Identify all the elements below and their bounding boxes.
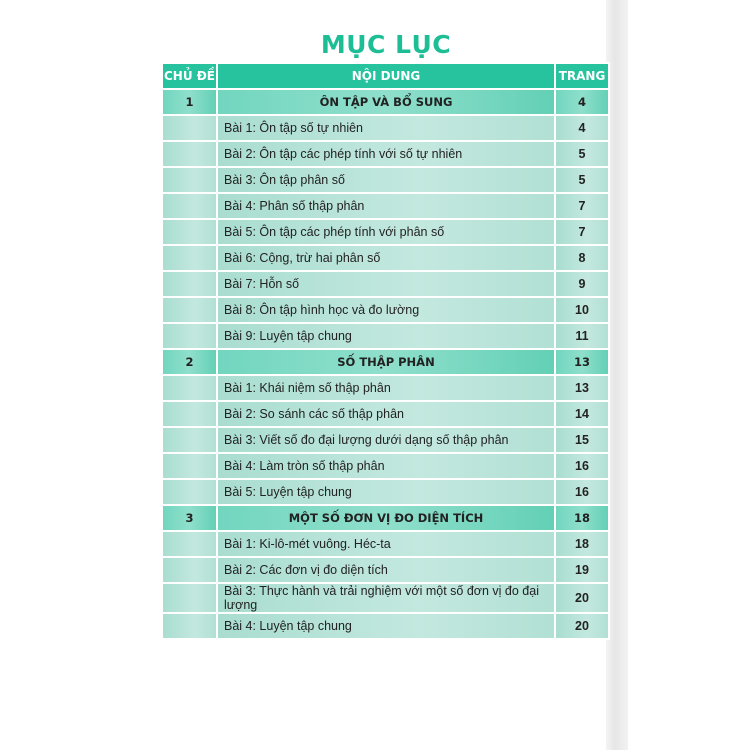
row-topic-number xyxy=(162,557,217,583)
row-page: 16 xyxy=(555,453,609,479)
table-header xyxy=(162,63,609,89)
row-title: Bài 2: So sánh các số thập phân xyxy=(217,401,555,427)
row-page: 13 xyxy=(555,349,609,375)
row-title: Bài 8: Ôn tập hình học và đo lường xyxy=(217,297,555,323)
row-page: 20 xyxy=(555,583,609,613)
row-title: Bài 9: Luyện tập chung xyxy=(217,323,555,349)
topic-row xyxy=(162,349,609,375)
header-page: TRANG xyxy=(555,63,609,89)
row-topic-number xyxy=(162,323,217,349)
row-topic-number: 2 xyxy=(162,349,217,375)
row-topic-number xyxy=(162,297,217,323)
lesson-row xyxy=(162,557,609,583)
row-page: 16 xyxy=(555,479,609,505)
row-topic-number xyxy=(162,531,217,557)
lesson-row xyxy=(162,167,609,193)
row-topic-number xyxy=(162,115,217,141)
row-page: 18 xyxy=(555,531,609,557)
row-title: Bài 3: Thực hành và trải nghiệm với một số đơn vị đo đại lượng xyxy=(217,583,555,613)
row-title: Bài 4: Làm tròn số thập phân xyxy=(217,453,555,479)
row-page: 18 xyxy=(555,505,609,531)
topic-row xyxy=(162,89,609,115)
row-title: SỐ THẬP PHÂN xyxy=(217,349,555,375)
row-topic-number xyxy=(162,193,217,219)
row-title: Bài 1: Ki-lô-mét vuông. Héc-ta xyxy=(217,531,555,557)
lesson-row xyxy=(162,479,609,505)
row-topic-number xyxy=(162,613,217,639)
lesson-row xyxy=(162,453,609,479)
row-page: 13 xyxy=(555,375,609,401)
lesson-row xyxy=(162,193,609,219)
row-title: Bài 6: Cộng, trừ hai phân số xyxy=(217,245,555,271)
row-page: 15 xyxy=(555,427,609,453)
lesson-row xyxy=(162,427,609,453)
row-page: 20 xyxy=(555,613,609,639)
row-page: 7 xyxy=(555,219,609,245)
row-page: 8 xyxy=(555,245,609,271)
row-topic-number: 3 xyxy=(162,505,217,531)
lesson-row xyxy=(162,219,609,245)
lesson-row xyxy=(162,375,609,401)
table-of-contents xyxy=(161,62,610,640)
header-content: NỘI DUNG xyxy=(217,63,555,89)
row-topic-number xyxy=(162,453,217,479)
row-title: Bài 4: Phân số thập phân xyxy=(217,193,555,219)
row-page: 4 xyxy=(555,115,609,141)
row-title: ÔN TẬP VÀ BỔ SUNG xyxy=(217,89,555,115)
row-page: 7 xyxy=(555,193,609,219)
lesson-row xyxy=(162,613,609,639)
row-topic-number xyxy=(162,583,217,613)
lesson-row xyxy=(162,531,609,557)
row-page: 14 xyxy=(555,401,609,427)
row-title: Bài 5: Luyện tập chung xyxy=(217,479,555,505)
row-topic-number xyxy=(162,401,217,427)
lesson-row xyxy=(162,323,609,349)
row-page: 11 xyxy=(555,323,609,349)
lesson-row xyxy=(162,115,609,141)
row-page: 9 xyxy=(555,271,609,297)
page-title: MỤC LỤC xyxy=(320,30,452,59)
row-page: 4 xyxy=(555,89,609,115)
row-title: Bài 2: Các đơn vị đo diện tích xyxy=(217,557,555,583)
row-topic-number xyxy=(162,167,217,193)
row-page: 19 xyxy=(555,557,609,583)
row-title: Bài 1: Khái niệm số thập phân xyxy=(217,375,555,401)
row-title: MỘT SỐ ĐƠN VỊ ĐO DIỆN TÍCH xyxy=(217,505,555,531)
header-topic: CHỦ ĐỀ xyxy=(162,63,217,89)
lesson-row xyxy=(162,583,609,613)
lesson-row xyxy=(162,297,609,323)
row-page: 10 xyxy=(555,297,609,323)
row-topic-number xyxy=(162,479,217,505)
row-topic-number xyxy=(162,271,217,297)
row-title: Bài 2: Ôn tập các phép tính với số tự nhiên xyxy=(217,141,555,167)
row-title: Bài 4: Luyện tập chung xyxy=(217,613,555,639)
lesson-row xyxy=(162,245,609,271)
row-page: 5 xyxy=(555,167,609,193)
lesson-row xyxy=(162,141,609,167)
row-topic-number xyxy=(162,375,217,401)
row-topic-number xyxy=(162,141,217,167)
row-page: 5 xyxy=(555,141,609,167)
lesson-row xyxy=(162,401,609,427)
lesson-row xyxy=(162,271,609,297)
row-title: Bài 1: Ôn tập số tự nhiên xyxy=(217,115,555,141)
row-title: Bài 5: Ôn tập các phép tính với phân số xyxy=(217,219,555,245)
row-topic-number xyxy=(162,427,217,453)
topic-row xyxy=(162,505,609,531)
row-topic-number: 1 xyxy=(162,89,217,115)
row-topic-number xyxy=(162,245,217,271)
row-title: Bài 3: Viết số đo đại lượng dưới dạng số thập phân xyxy=(217,427,555,453)
row-title: Bài 7: Hỗn số xyxy=(217,271,555,297)
row-title: Bài 3: Ôn tập phân số xyxy=(217,167,555,193)
row-topic-number xyxy=(162,219,217,245)
